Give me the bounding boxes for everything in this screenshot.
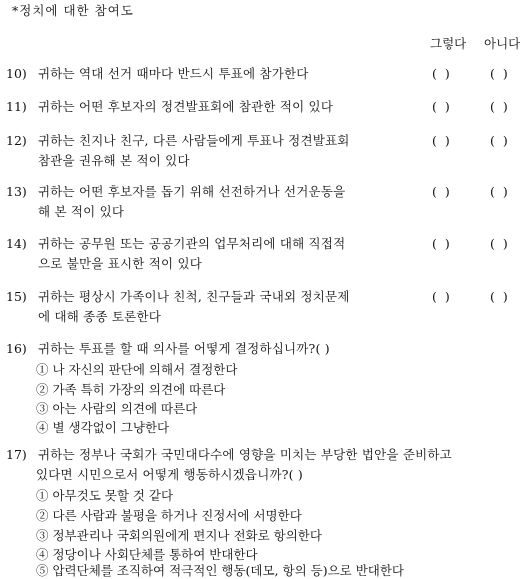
question-number: 10) (6, 66, 27, 81)
question-text-cont: 에 대해 종종 토론한다 (38, 309, 161, 324)
answer-yes-blank[interactable]: ( ) (432, 289, 452, 304)
question-text: 귀하는 어떤 후보자의 정견발표회에 참관한 적이 있다 (38, 99, 334, 114)
option-5[interactable]: ⑤ 압력단체를 조직하여 적극적인 행동(데모, 항의 등)으로 반대한다 (36, 563, 404, 578)
option-3[interactable]: ③ 정부관리나 국회의원에게 편지나 전화로 항의한다 (36, 528, 322, 543)
answer-yes-blank[interactable]: ( ) (432, 99, 452, 114)
answer-yes-blank[interactable]: ( ) (432, 66, 452, 81)
option-2[interactable]: ② 가족 특히 가장의 의견에 따른다 (36, 382, 226, 397)
question-number: 17) (6, 447, 27, 462)
question-text: 귀하는 친지나 친구, 다른 사람들에게 투표나 정견발표회 (38, 133, 350, 148)
question-text-cont: 으로 불만을 표시한 적이 있다 (38, 256, 202, 271)
question-text: 귀하는 평상시 가족이나 친척, 친구들과 국내외 정치문제 (38, 289, 350, 304)
question-text: 귀하는 공무원 또는 공공기관의 업무처리에 대해 직접적 (38, 236, 346, 251)
question-text-cont: 있다면 시민으로서 어떻게 행동하시겠읍니까?( ) (36, 467, 303, 482)
column-header-no: 아니다 (484, 36, 521, 51)
question-number: 13) (6, 184, 27, 199)
question-text-cont: 참관을 권유해 본 적이 있다 (38, 153, 190, 168)
section-title: *정치에 대한 참여도 (12, 3, 134, 18)
answer-no-blank[interactable]: ( ) (490, 133, 510, 148)
question-text: 귀하는 역대 선거 때마다 반드시 투표에 참가한다 (38, 66, 309, 81)
question-number: 15) (6, 289, 27, 304)
question-text: 귀하는 투표를 할 때 의사를 어떻게 결정하십니까?( ) (38, 341, 330, 356)
answer-no-blank[interactable]: ( ) (490, 66, 510, 81)
question-text: 귀하는 정부나 국회가 국민대다수에 영향을 미치는 부당한 법안을 준비하고 (38, 447, 452, 462)
question-number: 14) (6, 236, 27, 251)
option-4[interactable]: ④ 정당이나 사회단체를 통하여 반대한다 (36, 547, 258, 562)
option-3[interactable]: ③ 아는 사람의 의견에 따른다 (36, 401, 198, 416)
question-number: 12) (6, 133, 27, 148)
answer-no-blank[interactable]: ( ) (490, 236, 510, 251)
answer-no-blank[interactable]: ( ) (490, 99, 510, 114)
answer-yes-blank[interactable]: ( ) (432, 236, 452, 251)
question-number: 16) (6, 341, 27, 356)
answer-no-blank[interactable]: ( ) (490, 289, 510, 304)
question-number: 11) (6, 99, 27, 114)
option-4[interactable]: ④ 별 생각없이 그냥한다 (36, 420, 170, 435)
column-header-yes: 그렇다 (430, 36, 467, 51)
option-1[interactable]: ① 아무것도 못할 것 같다 (36, 488, 174, 503)
option-1[interactable]: ① 나 자신의 판단에 의해서 결정한다 (36, 362, 238, 377)
question-text: 귀하는 어떤 후보자를 돕기 위해 선전하거나 선거운동을 (38, 184, 346, 199)
answer-no-blank[interactable]: ( ) (490, 184, 510, 199)
answer-yes-blank[interactable]: ( ) (432, 184, 452, 199)
answer-yes-blank[interactable]: ( ) (432, 133, 452, 148)
question-text-cont: 해 본 적이 있다 (38, 204, 125, 219)
option-2[interactable]: ② 다른 사람과 불평을 하거나 진정서에 서명한다 (36, 508, 302, 523)
